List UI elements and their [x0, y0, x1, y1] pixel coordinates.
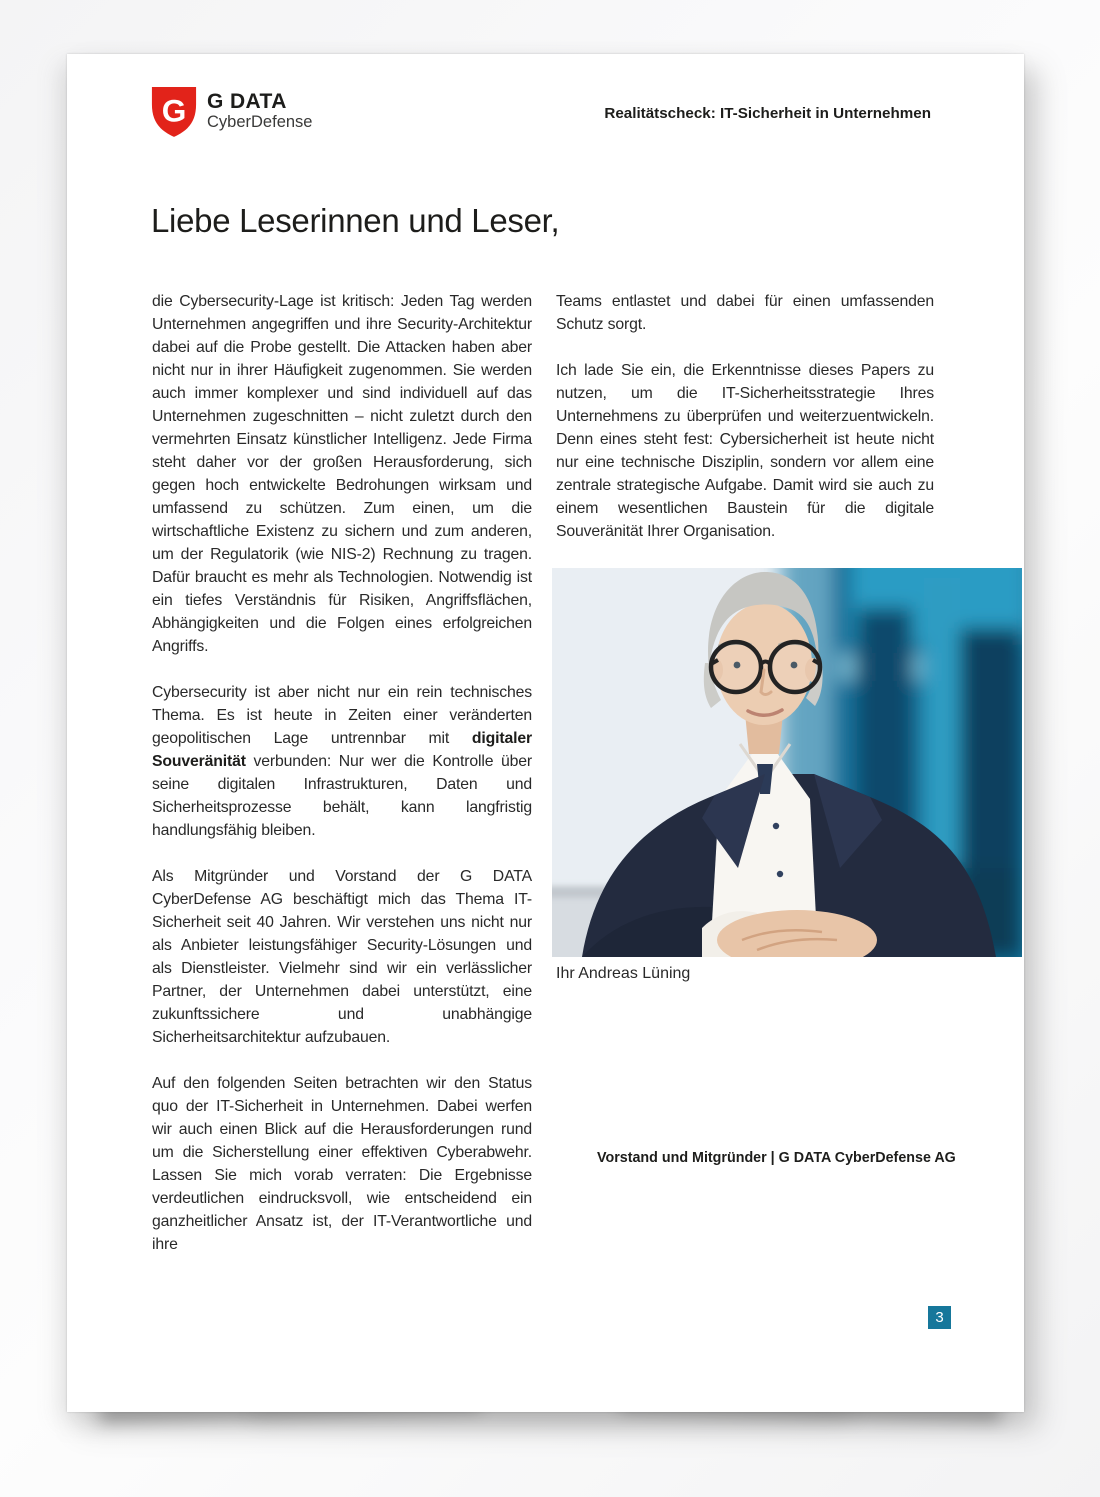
- paragraph: [152, 681, 532, 842]
- bold-phrase: digitaler Souveränität: [152, 730, 532, 770]
- running-header-title: Realitätscheck: IT-Sicherheit in Unternehmen: [604, 105, 931, 122]
- gdata-shield-icon: [150, 84, 198, 143]
- right-text-column: [556, 290, 934, 566]
- paragraph: Teams entlastet und dabei für einen umfassenden Schutz sorgt.: [556, 293, 934, 333]
- paragraph: Als Mitgründer und Vorstand der G DATA CyberDefense AG beschäftigt mich das Thema IT-Sicherheit seit 40 Jahren. Wir verstehen uns nicht nur als Anbieter leistungsfähiger Security-Lösungen und als Dienstleister. Vielmehr sind wir ein verlässlicher Partner, der Unternehmen dabei unterstützt, eine zukunftssichere und unabhängige Sicherheitsarchitektur aufzubauen.: [152, 868, 532, 1046]
- page-title: Liebe Leserinnen und Leser,: [151, 202, 560, 239]
- paragraph-text: Cybersecurity ist aber nicht nur ein rein technisches Thema. Es ist heute in Zeiten einer veränderten geopolitischen Lage untrennbar mit: [152, 684, 532, 747]
- gdata-logo: [150, 84, 312, 143]
- portrait-photo: [552, 568, 1022, 957]
- logo-sub-text: CyberDefense: [207, 113, 313, 131]
- photo-caption: Ihr Andreas Lüning: [556, 965, 691, 982]
- document-page: [67, 54, 1024, 1412]
- page-number-badge: 3: [928, 1306, 951, 1329]
- left-text-column: [152, 290, 532, 1279]
- paragraph: Ich lade Sie ein, die Erkenntnisse dieses Papers zu nutzen, um die IT-Sicherheitsstrategie Ihres Unternehmens zu überprüfen und weiterzuentwickeln. Denn eines steht fest: Cybersicherheit ist heute nicht nur eine technische Disziplin, sondern vor allem eine zentrale strategische Aufgabe. Damit wird sie auch zu einem wesentlichen Baustein für die digitale Souveränität Ihrer Organisation.: [556, 362, 934, 540]
- logo-brand-text: G DATA: [207, 90, 287, 113]
- photo-credit: Vorstand und Mitgründer | G DATA CyberDefense AG: [597, 1150, 956, 1166]
- paragraph: die Cybersecurity-Lage ist kritisch: Jeden Tag werden Unternehmen angegriffen und ihre Security-Architektur dabei auf die Probe gestellt. Die Attacken haben aber nicht nur in ihrer Häufigkeit zugenommen. Sie werden auch immer komplexer und sind individuell auf das Unternehmen zugeschnitten – nicht zuletzt durch den vermehrten Einsatz künstlicher Intelligenz. Jede Firma steht daher vor der großen Herausforderung, sich gegen hoch entwickelte Bedrohungen wirksam und umfassend zu schützen. Zum einen, um die wirtschaftliche Existenz zu sichern und zum anderen, um der Regulatorik (wie NIS-2) Rechnung zu tragen. Dafür braucht es mehr als Technologien. Notwendig ist ein tiefes Verständnis für Risiken, Angriffsflächen, Abhängigkeiten und die Folgen eines erfolgreichen Angriffs.: [152, 293, 532, 655]
- paragraph-text: verbunden: Nur wer die Kontrolle über seine digitalen Infrastrukturen, Daten und Sicherheitsprozesse behält, kann langfristig handlungsfähig bleiben.: [152, 753, 532, 839]
- paragraph: Auf den folgenden Seiten betrachten wir den Status quo der IT-Sicherheit in Unternehmen. Dabei werfen wir auch einen Blick auf die Herausforderungen rund um die Sicherstellung einer effektiven Cyberabwehr. Lassen Sie mich vorab verraten: Die Ergebnisse verdeutlichen eindrucksvoll, wie entscheidend ein ganzheitlicher Ansatz ist, der IT-Verantwortliche und ihre: [152, 1075, 532, 1253]
- svg-text:G: G: [161, 92, 187, 129]
